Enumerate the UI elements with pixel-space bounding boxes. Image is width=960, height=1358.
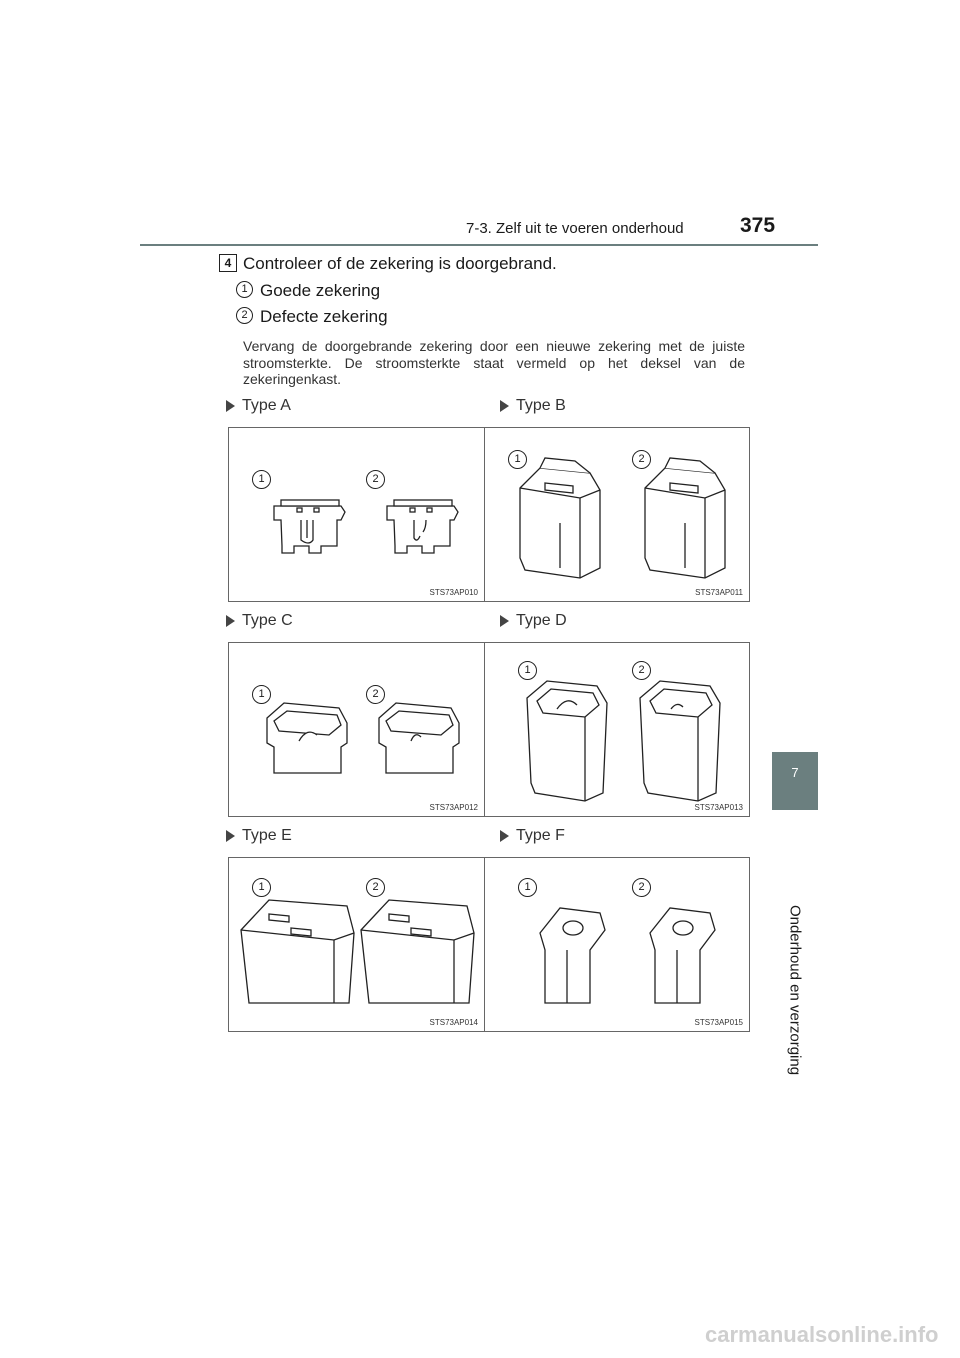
- callout-blown-fuse: 2: [366, 878, 385, 897]
- fuse-illustration-type-a: [228, 427, 485, 602]
- figure-code: STS73AP015: [694, 1018, 743, 1027]
- triangle-bullet-icon: [226, 830, 235, 842]
- box-fuse-drawing: [229, 643, 484, 816]
- page-number: 375: [740, 214, 776, 237]
- type-label-c: Type C: [226, 612, 293, 630]
- step-title: Controleer of de zekering is doorgebrand.: [243, 254, 557, 273]
- callout-blown-fuse: 2: [366, 470, 385, 489]
- callout-blown-fuse: 2: [632, 661, 651, 680]
- callout-good-fuse: 1: [252, 878, 271, 897]
- chapter-tab: [772, 752, 818, 810]
- callout-good-fuse: 1: [508, 450, 527, 469]
- legend-number-2: 2: [236, 307, 253, 324]
- figure-code: STS73AP013: [694, 803, 743, 812]
- type-label-b: Type B: [500, 397, 566, 415]
- triangle-bullet-icon: [226, 400, 235, 412]
- callout-good-fuse: 1: [518, 878, 537, 897]
- fuse-illustration-type-b: [484, 427, 750, 602]
- callout-good-fuse: 1: [518, 661, 537, 680]
- legend-label-blown: Defecte zekering: [260, 307, 388, 326]
- chapter-number: 7: [791, 765, 799, 780]
- callout-good-fuse: 1: [252, 470, 271, 489]
- type-label-d: Type D: [500, 612, 567, 630]
- triangle-bullet-icon: [500, 615, 509, 627]
- callout-blown-fuse: 2: [632, 878, 651, 897]
- triangle-bullet-icon: [500, 400, 509, 412]
- fuse-illustration-type-c: [228, 642, 485, 817]
- blade-fuse-drawing: [229, 428, 484, 601]
- figure-code: STS73AP010: [429, 588, 478, 597]
- callout-blown-fuse: 2: [366, 685, 385, 704]
- callout-good-fuse: 1: [252, 685, 271, 704]
- triangle-bullet-icon: [226, 615, 235, 627]
- watermark: carmanualsonline.info: [705, 1322, 939, 1347]
- step-number-box: 4: [219, 254, 237, 272]
- figure-code: STS73AP011: [695, 588, 743, 597]
- step-description: Vervang de doorgebrande zekering door een nieuwe zekering met de juiste stroomsterkte. De stroomsterkte staat vermeld op het deksel van de zekeringenkast.: [243, 338, 745, 387]
- fuse-illustration-type-e: [228, 857, 485, 1032]
- legend-number-1: 1: [236, 281, 253, 298]
- figure-code: STS73AP012: [429, 803, 478, 812]
- legend-label-good: Goede zekering: [260, 281, 381, 300]
- header-divider: [140, 244, 818, 246]
- callout-blown-fuse: 2: [632, 450, 651, 469]
- fuse-illustration-type-f: [484, 857, 750, 1032]
- fuse-illustration-type-d: [484, 642, 750, 817]
- type-label-e: Type E: [226, 827, 292, 845]
- triangle-bullet-icon: [500, 830, 509, 842]
- type-label-a: Type A: [226, 397, 291, 415]
- chapter-title: Onderhoud en verzorging: [786, 904, 804, 1076]
- section-title: 7-3. Zelf uit te voeren onderhoud: [466, 220, 684, 237]
- type-label-f: Type F: [500, 827, 565, 845]
- figure-code: STS73AP014: [429, 1018, 478, 1027]
